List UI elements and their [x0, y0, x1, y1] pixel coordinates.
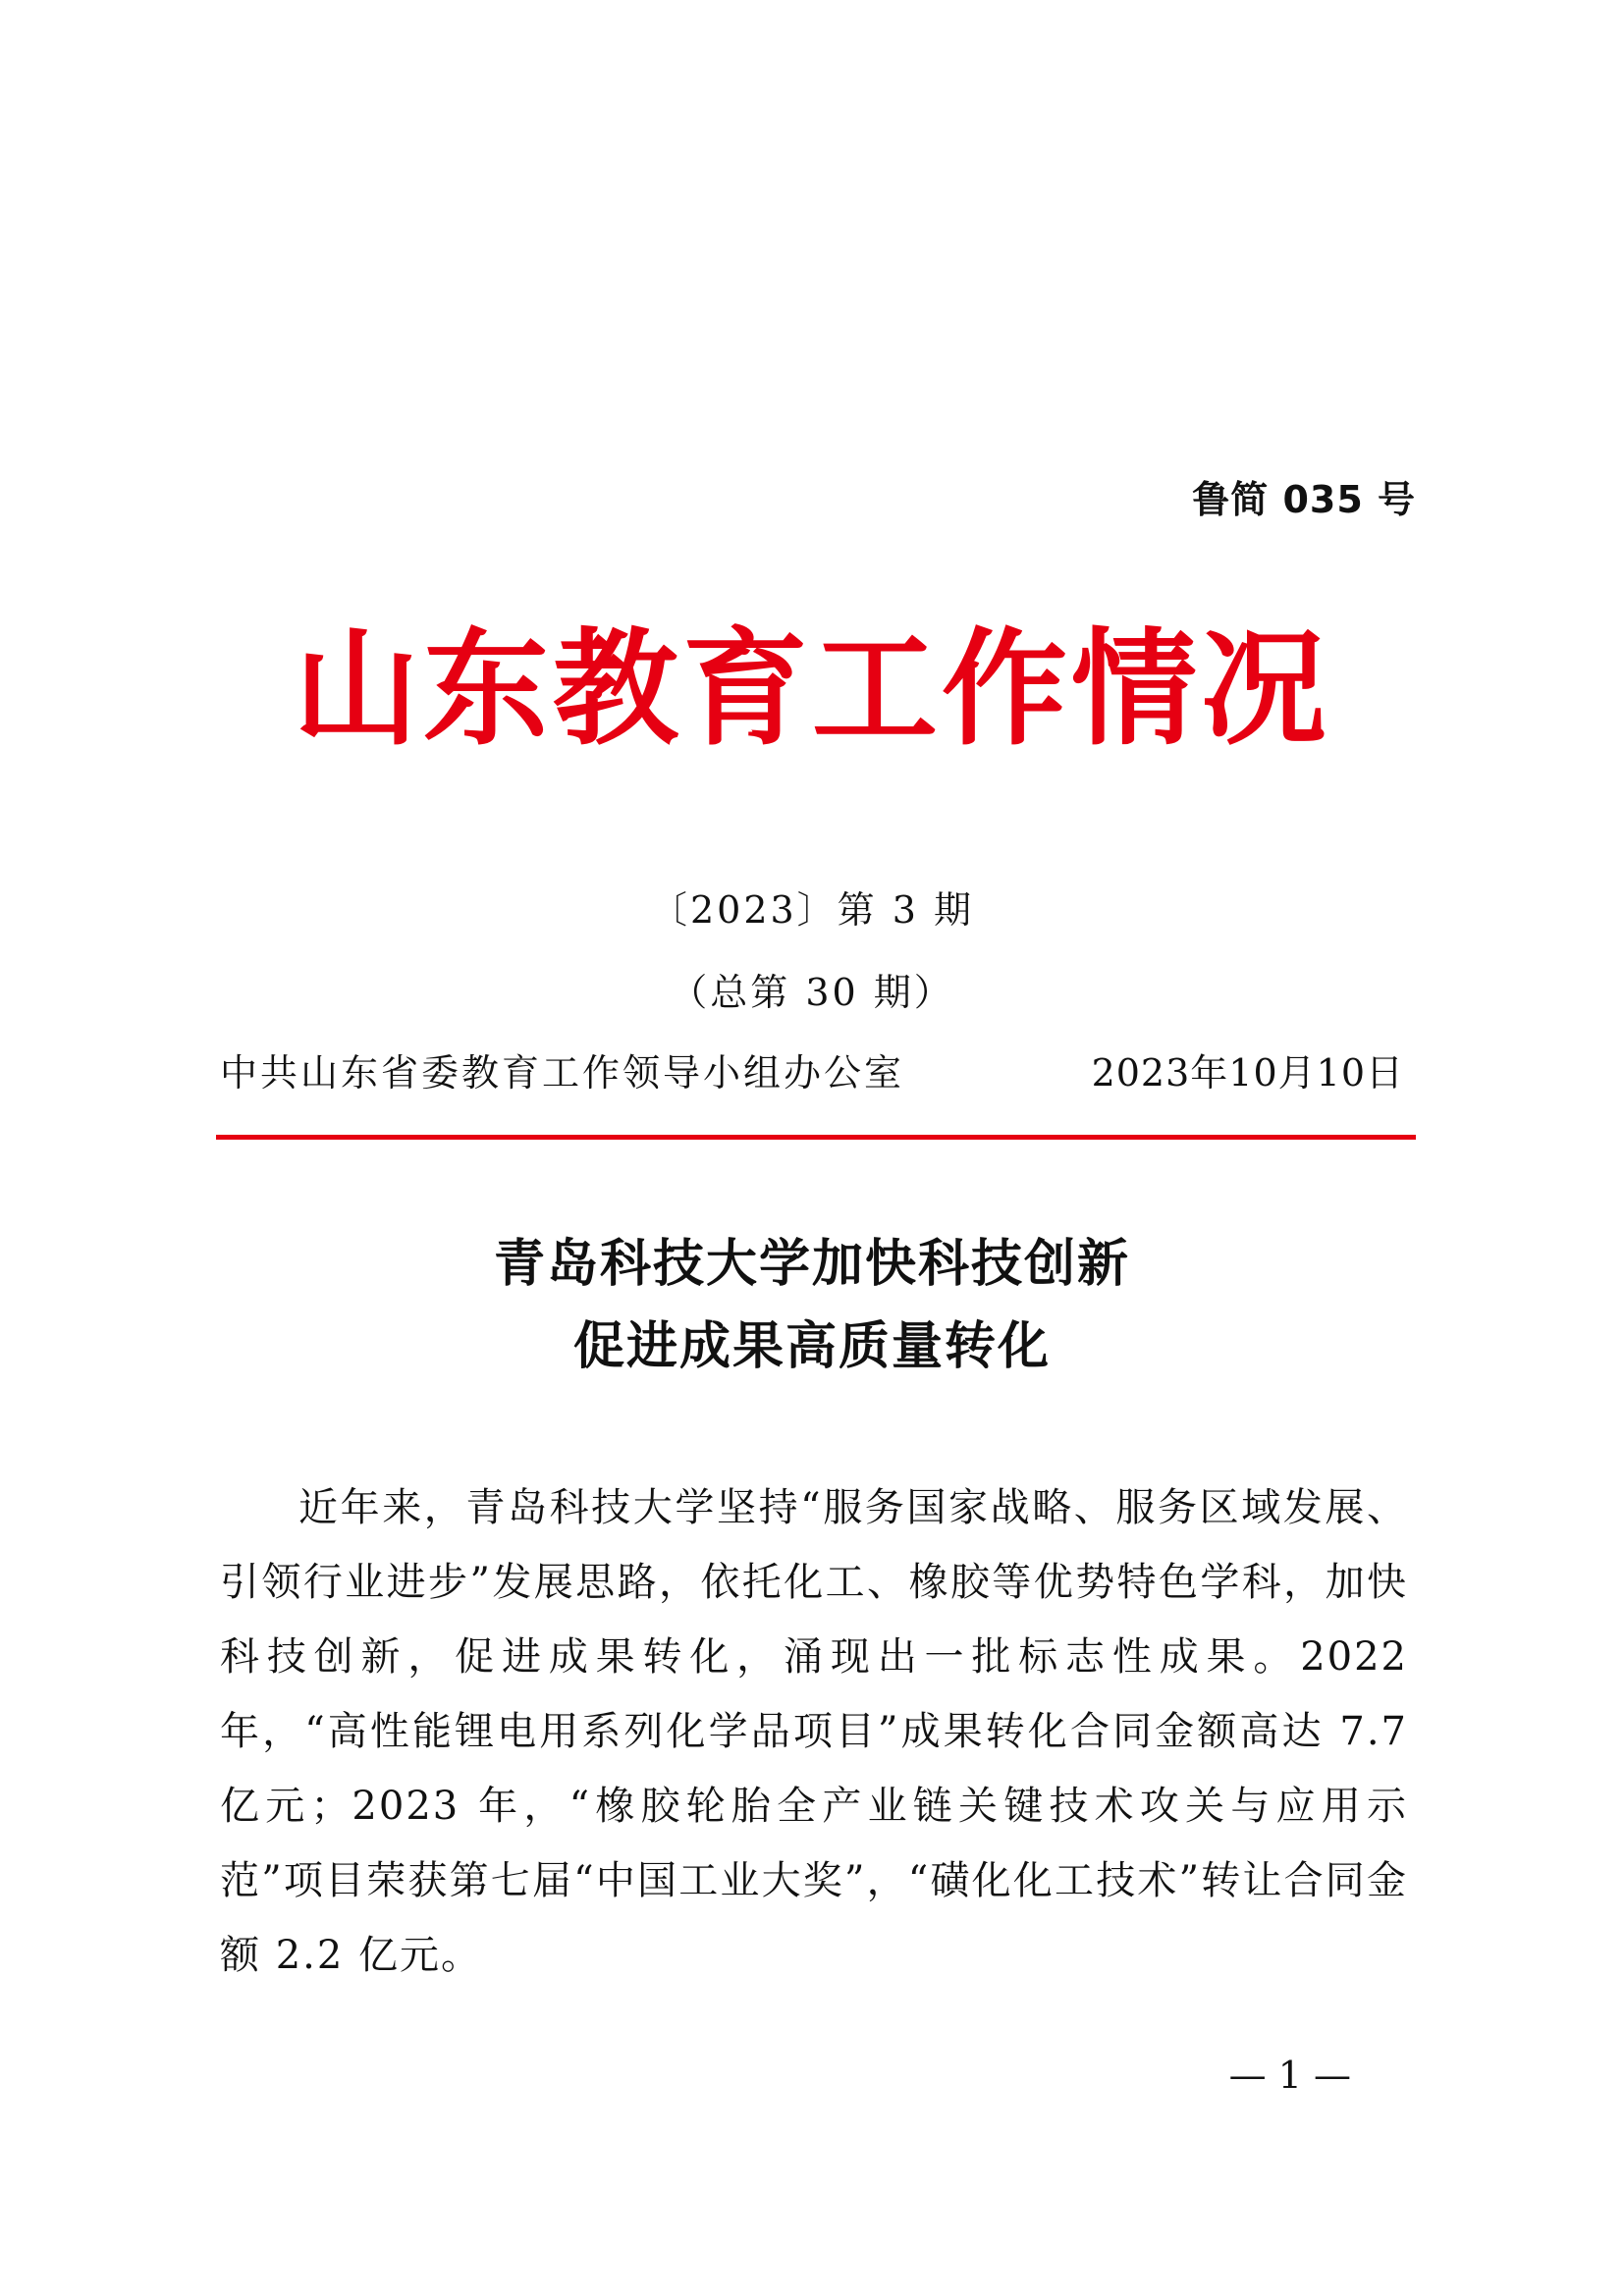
- masthead-title: 山东教育工作情况: [293, 615, 1330, 763]
- red-divider: [216, 1135, 1416, 1140]
- article-title-line-2: 促进成果高质量转化: [572, 1316, 1051, 1376]
- issuer-name: 中共山东省委教育工作领导小组办公室: [220, 1051, 905, 1095]
- article-body: [220, 1470, 1408, 1993]
- issue-number: 〔2023〕第 3 期: [649, 888, 975, 932]
- page-number: — 1 —: [1228, 2054, 1351, 2097]
- document-code: 鲁简 035 号: [1192, 478, 1416, 521]
- paragraph: 近年来，青岛科技大学坚持“服务国家战略、服务区域发展、引领行业进步”发展思路，依托化工、橡胶等优势特色学科，加快科技创新，促进成果转化，涌现出一批标志性成果。2022 年，“高性能锂电用系列化学品项目”成果转化合同金额高达 7.7 亿元；2023 年，“橡胶轮胎全产业链关键技术攻关与应用示范”项目荣获第七届“中国工业大奖”，“磺化化工技术”转让合同金额 2.2 亿元。: [220, 1485, 1408, 1978]
- total-issue-number: （总第 30 期）: [670, 971, 954, 1014]
- issue-date: 2023年10月10日: [1091, 1051, 1404, 1095]
- article-title-line-1: 青岛科技大学加快科技创新: [493, 1234, 1130, 1294]
- issuer-line: [220, 1042, 1404, 1096]
